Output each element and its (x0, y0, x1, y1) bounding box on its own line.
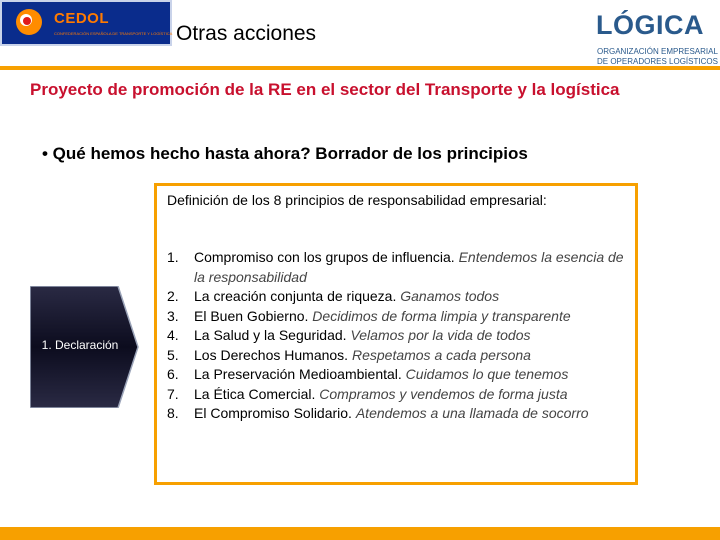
header-divider (0, 66, 720, 70)
principle-number: 1. (167, 249, 179, 265)
principle-item-5 (167, 346, 637, 366)
cedol-logo-icon (14, 7, 44, 37)
principle-item-7 (167, 385, 637, 405)
bullet-question: • Qué hemos hecho hasta ahora? Borrador de los principios (42, 144, 528, 163)
principle-item-8 (167, 404, 637, 424)
principle-title: El Buen Gobierno. (194, 307, 309, 324)
page-title: Otras acciones (176, 22, 317, 45)
principle-item-1 (167, 248, 637, 287)
principle-description: Entendemos la esencia de la responsabilidad (194, 249, 624, 285)
declaration-label: 1. Declaración (41, 338, 119, 352)
principle-title: La Preservación Medioambiental. (194, 366, 402, 382)
principle-title: Los Derechos Humanos. (194, 346, 349, 363)
logica-logo-text: LÓGICA (596, 10, 704, 40)
principles-list (167, 248, 637, 424)
principle-item-6 (167, 365, 637, 385)
footer-bar (0, 527, 720, 540)
principle-title: El Compromiso Solidario. (194, 405, 352, 421)
principle-description: Ganamos todos (400, 288, 500, 304)
principle-description: Decidimos de forma limpia y transparente (312, 307, 571, 324)
principle-number: 8. (167, 405, 179, 421)
logica-subtitle-line1: ORGANIZACIÓN EMPRESARIAL (597, 47, 718, 56)
principle-number: 2. (167, 288, 179, 304)
principle-description: Respetamos a cada persona (351, 346, 531, 363)
principle-item-2 (167, 287, 637, 307)
cedol-logo (0, 0, 172, 46)
logica-subtitle-line2: DE OPERADORES LOGÍSTICOS (597, 57, 718, 66)
principle-item-4 (167, 326, 637, 346)
principle-description: Velamos por la vida de todos (350, 327, 531, 343)
cedol-logo-text: CEDOL (54, 10, 109, 27)
principle-title: La creación conjunta de riqueza. (194, 288, 397, 304)
principles-intro: Definición de los 8 principios de responsabilidad empresarial: (167, 192, 547, 208)
principle-number: 5. (167, 346, 179, 363)
principle-item-3 (167, 307, 637, 327)
principle-number: 3. (167, 307, 179, 324)
principle-number: 4. (167, 327, 179, 343)
principle-description: Cuidamos lo que tenemos (405, 366, 569, 382)
principle-description: Atendemos a una llamada de socorro (355, 405, 589, 421)
cedol-logo-tagline: CONFEDERACIÓN ESPAÑOLA DE TRANSPORTE Y LOGÍSTICA (54, 31, 173, 36)
principle-number: 7. (167, 385, 179, 402)
principles-box (154, 183, 638, 485)
principle-title: La Salud y la Seguridad. (194, 327, 347, 343)
logica-logo-subtitle (597, 47, 718, 67)
principle-title: Compromiso con los grupos de influencia. (194, 249, 455, 265)
project-title: Proyecto de promoción de la RE en el sector del Transporte y la logística (30, 80, 620, 99)
principle-number: 6. (167, 366, 179, 382)
principle-description: Compramos y vendemos de forma justa (319, 385, 568, 402)
principle-title: La Ética Comercial. (194, 385, 316, 402)
